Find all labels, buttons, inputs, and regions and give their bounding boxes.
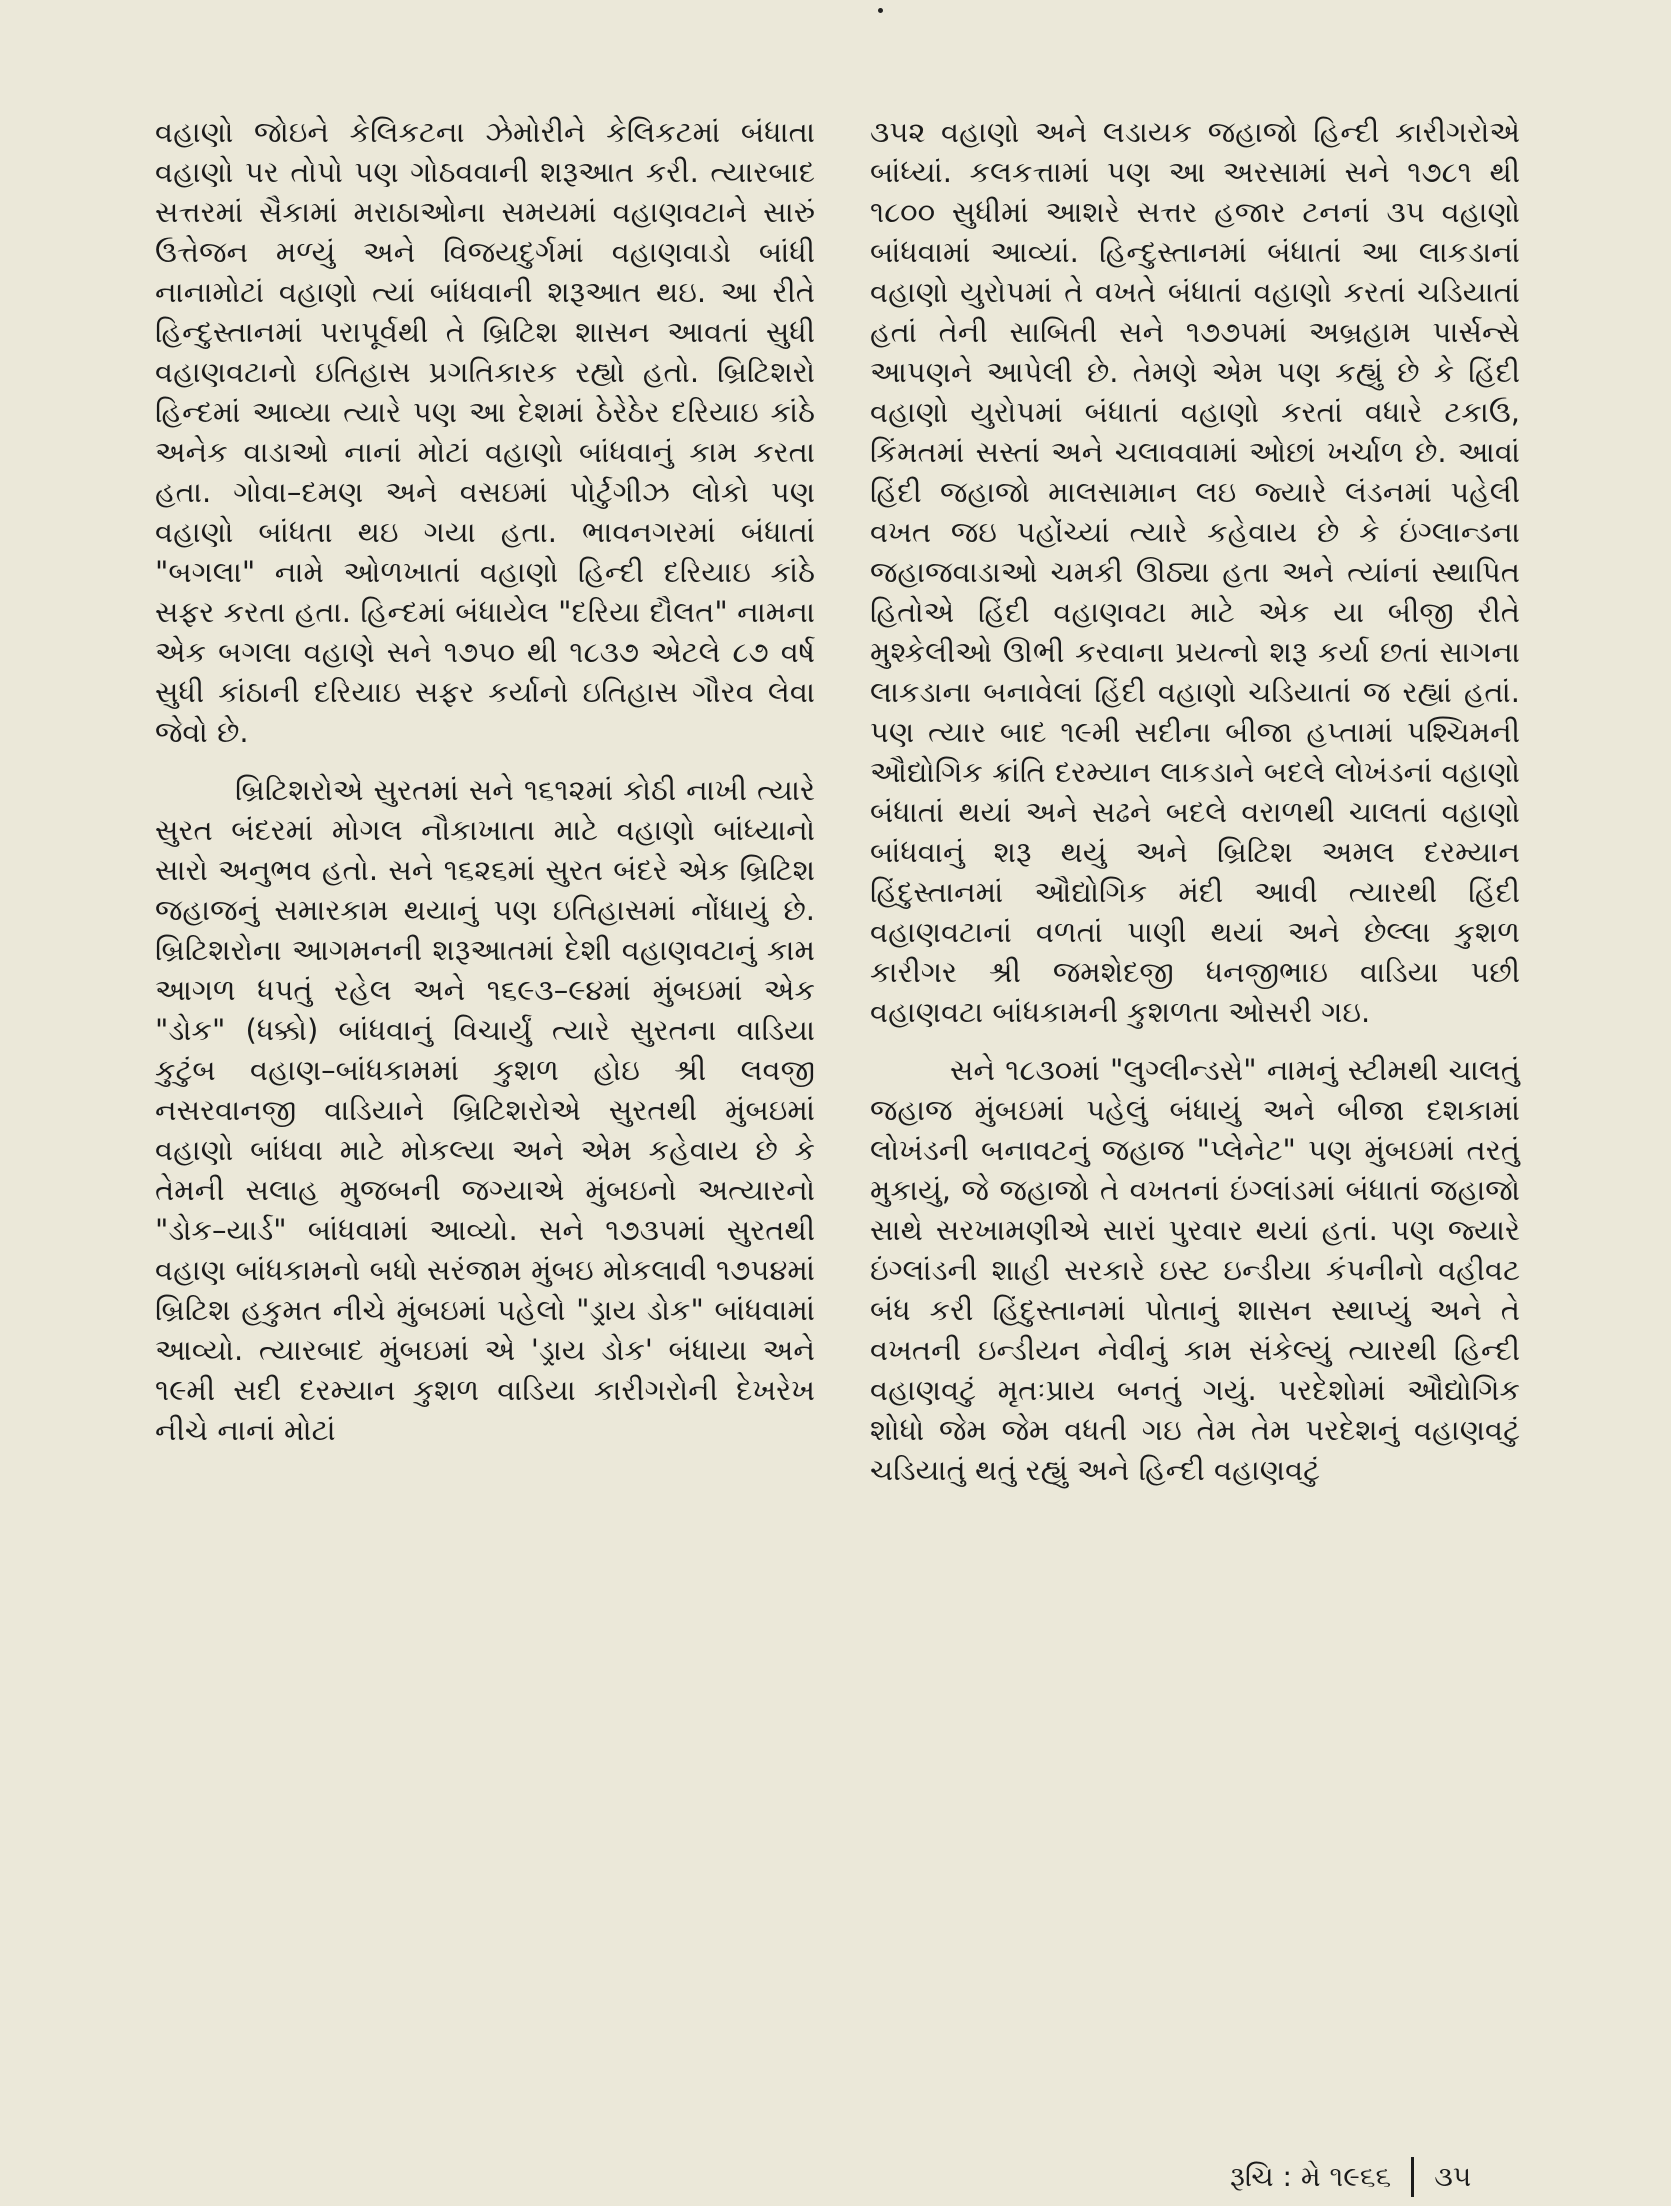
left-paragraph-2: બ્રિટિશરોએ સુરતમાં સને ૧૬૧૨માં કોઠી નાખી ત્યારે સુરત બંદરમાં મોગલ નૌકાખાતા માટે વહાણો બાંધ્યાનો સારો અનુભવ હતો. સને ૧૬૨૬માં સુરત બંદરે એક બ્રિટિશ જહાજનું સમારકામ થયાનું પણ ઇતિહાસમાં નોંધાયું છે. બ્રિટિશરોના આગમનની શરૂઆતમાં દેશી વહાણવટાનું કામ આગળ ધપતું રહેલ અને ૧૬૯૩–૯૪માં મુંબઇમાં એક "ડોક" (ધક્કો) બાંધવાનું વિચાર્યું ત્યારે સુરતના વાડિયા કુટુંબ વહાણ–બાંધકામમાં કુશળ હોઇ શ્રી લવજી નસરવાનજી વાડિયાને બ્રિટિશરોએ સુરતથી મુંબઇમાં વહાણો બાંધવા માટે મોકલ્યા અને એમ કહેવાય છે કે તેમની સલાહ મુજબની જગ્યાએ મુંબઇનો અત્યારનો "ડોક–યાર્ડ" બાંધવામાં આવ્યો. સને ૧૭૩૫માં સુરતથી વહાણ બાંધકામનો બધો સરંજામ મુંબઇ મોકલાવી ૧૭૫૪માં બ્રિટિશ હકુમત નીચે મુંબઇમાં પહેલો "ડ્રાય ડોક" બાંધવામાં આવ્યો. ત્યારબાદ મુંબઇમાં એ 'ડ્રાય ડોક' બંધાયા અને ૧૯મી સદી દરમ્યાન કુશળ વાડિયા કારીગરોની દેખરેખ નીચે નાનાં મોટાં [155, 773, 815, 1447]
right-paragraph-2: સને ૧૮૩૦માં "લુગ્લીન્ડસે" નામનું સ્ટીમથી ચાલતું જહાજ મુંબઇમાં પહેલું બંધાયું અને બીજા દશકામાં લોખંડની બનાવટનું જહાજ "પ્લેનેટ" પણ મુંબઇમાં તરતું મુકાયું, જે જહાજો તે વખતનાં ઇંગ્લાંડમાં બંધાતાં જહાજો સાથે સરખામણીએ સારાં પુરવાર થયાં હતાં. પણ જ્યારે ઇંગ્લાંડની શાહી સરકારે ઇસ્ટ ઇન્ડીયા કંપનીનો વહીવટ બંધ કરી હિંદુસ્તાનમાં પોતાનું શાસન સ્થાપ્યું અને તે વખતની ઇન્ડીયન નેવીનું કામ સંકેલ્યું ત્યારથી હિન્દી વહાણવટું મૃતઃપ્રાય બનતું ગયું. પરદેશોમાં ઔદ્યોગિક શોધો જેમ જેમ વધતી ગઇ તેમ તેમ પરદેશનું વહાણવટું ચડિયાતું થતું રહ્યું અને હિન્દી વહાણવટું [870, 1053, 1520, 1487]
magazine-issue: રૂચિ : મે ૧૯૬૬ [1230, 2160, 1392, 2193]
left-column [155, 112, 815, 1450]
right-column [870, 112, 1520, 1490]
ink-dot [878, 8, 883, 13]
right-paragraph-1: ૩૫૨ વહાણો અને લડાયક જહાજો હિન્દી કારીગરોએ બાંધ્યાં. કલકત્તામાં પણ આ અરસામાં સને ૧૭૮૧ થી ૧૮૦૦ સુધીમાં આશરે સત્તર હજાર ટનનાં ૩૫ વહાણો બાંધવામાં આવ્યાં. હિન્દુસ્તાનમાં બંધાતાં આ લાકડાનાં વહાણો યુરોપમાં તે વખતે બંધાતાં વહાણો કરતાં ચડિયાતાં હતાં તેની સાબિતી સને ૧૭૭૫માં અબ્રહામ પાર્સન્સે આપણને આપેલી છે. તેમણે એમ પણ કહ્યું છે કે હિંદી વહાણો યુરોપમાં બંધાતાં વહાણો કરતાં વધારે ટકાઉ, કિંમતમાં સસ્તાં અને ચલાવવામાં ઓછાં ખર્ચાળ છે. આવાં હિંદી જહાજો માલસામાન લઇ જ્યારે લંડનમાં પહેલી વખત જઇ પહોંચ્યાં ત્યારે કહેવાય છે કે ઇંગ્લાન્ડના જહાજવાડાઓ ચમકી ઊઠ્યા હતા અને ત્યાંનાં સ્થાપિત હિતોએ હિંદી વહાણવટા માટે એક યા બીજી રીતે મુશ્કેલીઓ ઊભી કરવાના પ્રયત્નો શરૂ કર્યા છતાં સાગના લાકડાના બનાવેલાં હિંદી વહાણો ચડિયાતાં જ રહ્યાં હતાં. પણ ત્યાર બાદ ૧૯મી સદીના બીજા હપ્તામાં પશ્ચિમની ઔદ્યોગિક ક્રાંતિ દરમ્યાન લાકડાને બદલે લોખંડનાં વહાણો બંધાતાં થયાં અને સઢને બદલે વરાળથી ચાલતાં વહાણો બાંધવાનું શરૂ થયું અને બ્રિટિશ અમલ દરમ્યાન હિંદુસ્તાનમાં ઔદ્યોગિક મંદી આવી ત્યારથી હિંદી વહાણવટાનાં વળતાં પાણી થયાં અને છેલ્લા કુશળ કારીગર શ્રી જમશેદજી ધનજીભાઇ વાડિયા પછી વહાણવટા બાંધકામની કુશળતા ઓસરી ગઇ. [870, 115, 1520, 1029]
page-number: ૩૫ [1434, 2160, 1472, 2193]
footer-divider [1411, 2157, 1414, 2197]
left-paragraph-1: વહાણો જોઇને કેલિકટના ઝેમોરીને કેલિકટમાં બંધાતા વહાણો પર તોપો પણ ગોઠવવાની શરૂઆત કરી. ત્યારબાદ સત્તરમાં સૈકામાં મરાઠાઓના સમયમાં વહાણવટાને સારું ઉત્તેજન મળ્યું અને વિજયદુર્ગમાં વહાણવાડો બાંધી નાનામોટાં વહાણો ત્યાં બાંધવાની શરૂઆત થઇ. આ રીતે હિન્દુસ્તાનમાં પરાપૂર્વથી તે બ્રિટિશ શાસન આવતાં સુધી વહાણવટાનો ઇતિહાસ પ્રગતિકારક રહ્યો હતો. બ્રિટિશરો હિન્દમાં આવ્યા ત્યારે પણ આ દેશમાં ઠેરેઠેર દરિયાઇ કાંઠે અનેક વાડાઓ નાનાં મોટાં વહાણો બાંધવાનું કામ કરતા હતા. ગોવા–દમણ અને વસઇમાં પોર્ટુગીઝ લોકો પણ વહાણો બાંધતા થઇ ગયા હતા. ભાવનગરમાં બંધાતાં "બગલા" નામે ઓળખાતાં વહાણો હિન્દી દરિયાઇ કાંઠે સફર કરતા હતા. હિન્દમાં બંધાયેલ "દરિયા દૌલત" નામના એક બગલા વહાણે સને ૧૭૫૦ થી ૧૮૩૭ એટલે ૮૭ વર્ષ સુધી કાંઠાની દરિયાઇ સફર કર્યાનો ઇતિહાસ ગૌરવ લેવા જેવો છે. [155, 115, 815, 749]
page-footer [1230, 2154, 1471, 2200]
